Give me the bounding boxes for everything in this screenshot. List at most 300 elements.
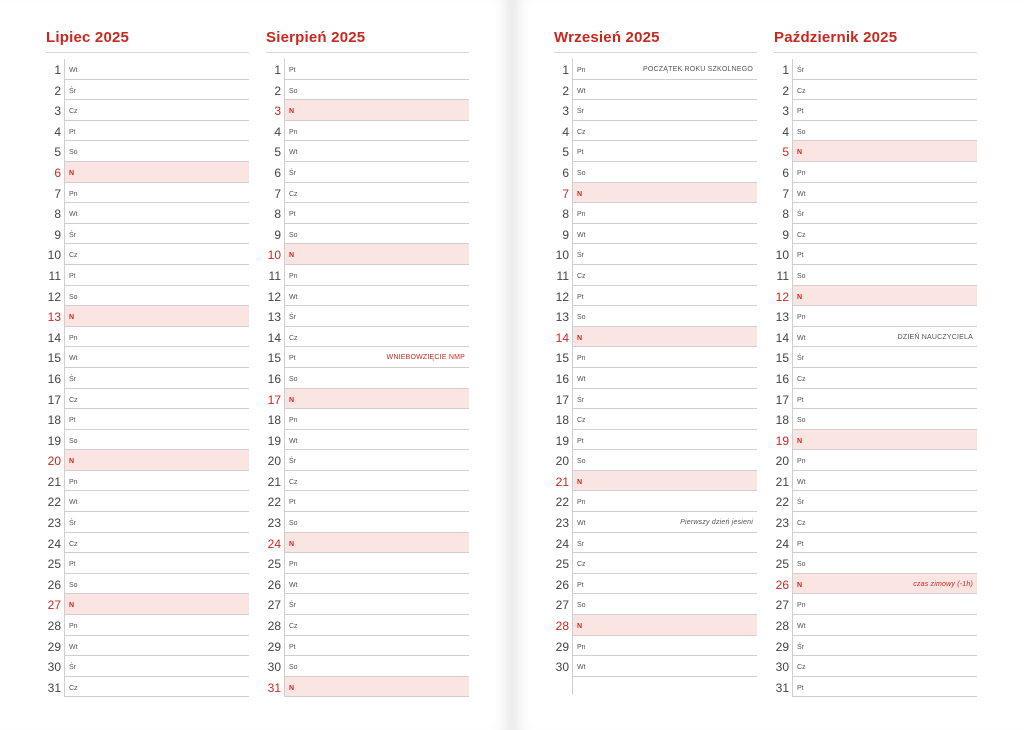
- day-of-week: Cz: [289, 334, 298, 342]
- day-number: 24: [775, 536, 789, 551]
- day-number: 14: [555, 330, 569, 345]
- day-row: [562, 100, 757, 121]
- day-note: DZIEŃ NAUCZYCIELA: [897, 333, 973, 341]
- day-row: [54, 100, 249, 121]
- day-row: [555, 656, 757, 677]
- day-number: 25: [555, 557, 569, 572]
- day-number: 20: [555, 454, 569, 469]
- day-of-week: Wt: [69, 643, 78, 651]
- day-of-week: Śr: [797, 643, 804, 651]
- day-of-week: So: [797, 272, 806, 280]
- day-list: [267, 59, 469, 697]
- day-row: [555, 533, 757, 554]
- day-number: 20: [47, 454, 61, 469]
- day-row: [47, 615, 249, 636]
- day-row: [782, 100, 977, 121]
- day-number: 25: [267, 557, 281, 572]
- day-row: [267, 594, 469, 615]
- day-of-week: N: [289, 252, 295, 260]
- day-row: [274, 141, 469, 162]
- month-title: Lipiec 2025: [46, 28, 249, 53]
- day-of-week: Pn: [577, 211, 586, 219]
- day-row: [54, 141, 249, 162]
- day-of-week: Pn: [69, 623, 78, 631]
- day-row-sunday: [555, 615, 757, 636]
- day-number: 15: [47, 351, 61, 366]
- day-number: 22: [47, 495, 61, 510]
- day-of-week: Pt: [577, 149, 584, 157]
- day-number: 31: [267, 680, 281, 695]
- day-row: [47, 409, 249, 430]
- day-of-week: Śr: [797, 67, 804, 74]
- day-of-week: So: [797, 561, 806, 569]
- day-number: 3: [54, 104, 61, 119]
- day-of-week: Pt: [69, 417, 76, 425]
- day-row-sunday: [555, 327, 757, 348]
- day-of-week: Pt: [69, 561, 76, 569]
- day-number: 24: [267, 536, 281, 551]
- day-number: 7: [562, 186, 569, 201]
- day-of-week: Cz: [69, 108, 78, 116]
- day-number: 3: [562, 104, 569, 119]
- day-of-week: Pn: [289, 417, 298, 425]
- day-row: [274, 183, 469, 204]
- day-of-week: Wt: [69, 67, 78, 74]
- day-row: [47, 389, 249, 410]
- day-number: 17: [267, 392, 281, 407]
- day-number: 3: [274, 104, 281, 119]
- day-of-week: Pn: [797, 169, 806, 177]
- day-row: [267, 368, 469, 389]
- day-row-sunday: [47, 450, 249, 471]
- day-of-week: Wt: [289, 293, 298, 301]
- day-number: 6: [54, 165, 61, 180]
- day-number: 13: [267, 310, 281, 325]
- day-number: 20: [775, 454, 789, 469]
- day-of-week: Wt: [577, 231, 586, 239]
- day-number: 10: [775, 248, 789, 263]
- day-number: 24: [47, 536, 61, 551]
- day-number: 18: [775, 413, 789, 428]
- day-row: [54, 224, 249, 245]
- month-title: Październik 2025: [774, 28, 977, 53]
- day-number: 23: [47, 516, 61, 531]
- day-number: 18: [267, 413, 281, 428]
- day-number: 19: [47, 433, 61, 448]
- month-october: [774, 28, 977, 697]
- day-of-week: Cz: [69, 396, 78, 404]
- day-number: 12: [267, 289, 281, 304]
- day-of-week: Wt: [289, 581, 298, 589]
- day-number: 19: [555, 433, 569, 448]
- day-row-sunday: [782, 141, 977, 162]
- day-of-week: So: [69, 149, 78, 157]
- day-of-week: So: [289, 520, 298, 528]
- day-row: [267, 347, 469, 368]
- day-of-week: Wt: [289, 437, 298, 445]
- day-row: [556, 265, 757, 286]
- day-number: 21: [555, 474, 569, 489]
- day-of-week: So: [797, 128, 806, 136]
- day-number: 4: [54, 124, 61, 139]
- day-of-week: So: [289, 87, 298, 95]
- day-row: [47, 327, 249, 348]
- day-of-week: Cz: [577, 561, 586, 569]
- day-row: [47, 533, 249, 554]
- day-number: 15: [267, 351, 281, 366]
- day-number: 23: [267, 516, 281, 531]
- day-number: 1: [562, 63, 569, 77]
- day-row: [267, 553, 469, 574]
- day-row: [562, 224, 757, 245]
- day-of-week: Śr: [69, 375, 76, 383]
- day-row: [775, 450, 977, 471]
- day-of-week: Cz: [69, 684, 78, 692]
- day-row: [47, 430, 249, 451]
- day-of-week: Śr: [69, 664, 76, 672]
- day-number: 11: [556, 268, 569, 283]
- day-of-week: So: [69, 437, 78, 445]
- day-number: 8: [562, 207, 569, 222]
- day-number: 7: [782, 186, 789, 201]
- day-of-week: Śr: [577, 108, 584, 116]
- day-number: 12: [555, 289, 569, 304]
- day-number: 9: [782, 227, 789, 242]
- day-number: 4: [782, 124, 789, 139]
- day-of-week: Cz: [797, 87, 806, 95]
- day-row: [267, 471, 469, 492]
- day-number: 21: [47, 474, 61, 489]
- day-number: 13: [555, 310, 569, 325]
- day-of-week: Pn: [289, 272, 298, 280]
- month-july: [46, 28, 249, 697]
- day-number: 10: [267, 248, 281, 263]
- day-number: 7: [54, 186, 61, 201]
- day-of-week: Pn: [797, 314, 806, 322]
- day-row: [555, 306, 757, 327]
- day-of-week: Śr: [69, 520, 76, 528]
- day-row: [267, 286, 469, 307]
- day-row: [48, 265, 249, 286]
- day-of-week: Wt: [797, 190, 806, 198]
- day-number: 21: [775, 474, 789, 489]
- day-number: 5: [274, 145, 281, 160]
- day-number: 11: [268, 268, 281, 283]
- day-row-sunday: [562, 183, 757, 204]
- day-number: 8: [274, 207, 281, 222]
- day-of-week: Pt: [289, 643, 296, 651]
- day-row: [267, 574, 469, 595]
- day-number: 1: [274, 63, 281, 77]
- day-of-week: Śr: [797, 211, 804, 219]
- day-row: [268, 265, 469, 286]
- month-title: Sierpień 2025: [266, 28, 469, 53]
- day-of-week: N: [797, 293, 803, 301]
- day-of-week: N: [797, 581, 803, 589]
- day-row: [274, 203, 469, 224]
- day-of-week: Śr: [577, 396, 584, 404]
- day-number: 23: [775, 516, 789, 531]
- day-row: [775, 347, 977, 368]
- day-row: [775, 636, 977, 657]
- day-number: 9: [274, 227, 281, 242]
- day-of-week: Pn: [289, 128, 298, 136]
- day-row-sunday: [54, 162, 249, 183]
- day-row: [47, 677, 249, 698]
- day-row: [555, 553, 757, 574]
- day-of-week: Cz: [577, 417, 586, 425]
- day-of-week: Cz: [797, 520, 806, 528]
- day-of-week: N: [577, 334, 583, 342]
- day-of-week: Śr: [289, 169, 296, 177]
- day-of-week: Pt: [577, 581, 584, 589]
- day-row: [267, 430, 469, 451]
- day-row-sunday: [47, 594, 249, 615]
- day-number: 28: [47, 619, 61, 634]
- day-of-week: N: [69, 602, 75, 610]
- day-of-week: Wt: [797, 623, 806, 631]
- month-title: Wrzesień 2025: [554, 28, 757, 53]
- day-of-week: N: [577, 478, 583, 486]
- day-number: 8: [782, 207, 789, 222]
- day-number: 2: [562, 83, 569, 98]
- day-number: 14: [267, 330, 281, 345]
- day-row: [47, 491, 249, 512]
- day-of-week: Śr: [289, 602, 296, 610]
- day-of-week: Pn: [289, 561, 298, 569]
- day-row-sunday: [775, 286, 977, 307]
- day-of-week: Cz: [289, 623, 298, 631]
- day-row: [54, 203, 249, 224]
- day-number: 27: [47, 598, 61, 613]
- day-number: 29: [775, 639, 789, 654]
- month-september: [554, 28, 757, 695]
- day-number: 29: [47, 639, 61, 654]
- day-of-week: Wt: [577, 520, 586, 528]
- day-of-week: Pt: [289, 211, 296, 219]
- day-number: 13: [775, 310, 789, 325]
- day-number: 18: [555, 413, 569, 428]
- day-list: [775, 59, 977, 697]
- day-of-week: Pn: [577, 355, 586, 363]
- day-row: [47, 244, 249, 265]
- day-row: [782, 121, 977, 142]
- day-of-week: Wt: [69, 211, 78, 219]
- day-of-week: Pt: [797, 540, 804, 548]
- day-row: [782, 162, 977, 183]
- day-of-week: Wt: [577, 375, 586, 383]
- day-of-week: Pt: [797, 396, 804, 404]
- day-row: [776, 265, 977, 286]
- day-of-week: N: [289, 108, 295, 116]
- day-note: czas zimowy (-1h): [913, 580, 973, 588]
- day-note: POCZĄTEK ROKU SZKOLNEGO: [642, 66, 753, 73]
- day-row: [782, 59, 977, 80]
- day-number: 16: [47, 371, 61, 386]
- day-row: [782, 224, 977, 245]
- day-of-week: Pt: [797, 684, 804, 692]
- day-row: [47, 368, 249, 389]
- day-row: [47, 636, 249, 657]
- day-row: [562, 121, 757, 142]
- day-row: [54, 59, 249, 80]
- day-of-week: So: [797, 417, 806, 425]
- day-row: [555, 244, 757, 265]
- day-of-week: Cz: [797, 664, 806, 672]
- day-number: 5: [782, 145, 789, 160]
- day-row: [555, 636, 757, 657]
- day-of-week: Wt: [289, 149, 298, 157]
- day-of-week: So: [289, 375, 298, 383]
- day-row: [775, 389, 977, 410]
- day-of-week: Śr: [289, 314, 296, 322]
- day-row: [775, 656, 977, 677]
- day-row: [562, 203, 757, 224]
- day-of-week: So: [69, 293, 78, 301]
- day-of-week: Pn: [577, 499, 586, 507]
- day-row-sunday: [775, 430, 977, 451]
- day-row: [267, 306, 469, 327]
- day-of-week: N: [69, 169, 75, 177]
- day-row: [775, 677, 977, 698]
- day-of-week: Wt: [69, 355, 78, 363]
- day-of-week: Pn: [69, 334, 78, 342]
- day-number: 23: [555, 516, 569, 531]
- day-list: [555, 59, 757, 695]
- day-row: [47, 471, 249, 492]
- day-row: [555, 368, 757, 389]
- day-number: 26: [267, 577, 281, 592]
- day-of-week: So: [289, 664, 298, 672]
- day-of-week: Wt: [797, 334, 806, 342]
- day-of-week: Pn: [69, 478, 78, 486]
- day-number: 29: [267, 639, 281, 654]
- day-of-week: Pt: [577, 437, 584, 445]
- day-row: [267, 409, 469, 430]
- day-number: 1: [782, 63, 789, 77]
- day-number: 5: [562, 145, 569, 160]
- day-row: [267, 615, 469, 636]
- left-page: [0, 0, 510, 730]
- day-number: 14: [775, 330, 789, 345]
- day-row: [555, 286, 757, 307]
- day-row: [782, 80, 977, 101]
- day-of-week: So: [577, 458, 586, 466]
- day-row: [775, 409, 977, 430]
- day-of-week: Śr: [289, 458, 296, 466]
- day-row: [555, 347, 757, 368]
- day-number: 9: [54, 227, 61, 242]
- day-of-week: Pt: [797, 108, 804, 116]
- day-row: [775, 512, 977, 533]
- day-row: [47, 347, 249, 368]
- day-row: [267, 512, 469, 533]
- day-number: 12: [47, 289, 61, 304]
- day-row: [274, 59, 469, 80]
- day-number: 26: [555, 577, 569, 592]
- day-number: 22: [775, 495, 789, 510]
- day-of-week: N: [289, 396, 295, 404]
- day-number: 29: [555, 639, 569, 654]
- day-of-week: Śr: [797, 355, 804, 363]
- day-of-week: Wt: [577, 664, 586, 672]
- day-number: 25: [775, 557, 789, 572]
- day-number: 16: [775, 371, 789, 386]
- day-row: [562, 59, 757, 80]
- empty-row: [573, 677, 757, 695]
- day-of-week: Pn: [797, 458, 806, 466]
- day-row: [274, 121, 469, 142]
- day-row: [775, 491, 977, 512]
- day-row: [47, 512, 249, 533]
- day-of-week: Pt: [289, 355, 296, 363]
- day-of-week: Pn: [69, 190, 78, 198]
- day-of-week: Pn: [577, 643, 586, 651]
- day-of-week: Pt: [289, 499, 296, 507]
- day-of-week: So: [577, 169, 586, 177]
- day-number: 25: [47, 557, 61, 572]
- day-of-week: Cz: [797, 375, 806, 383]
- day-number: 27: [267, 598, 281, 613]
- day-row: [54, 80, 249, 101]
- day-of-week: Śr: [577, 252, 584, 260]
- day-row: [775, 244, 977, 265]
- day-row-sunday: [267, 389, 469, 410]
- day-row: [775, 368, 977, 389]
- day-number: 14: [47, 330, 61, 345]
- day-row: [555, 389, 757, 410]
- day-number: 2: [54, 83, 61, 98]
- day-number: 9: [562, 227, 569, 242]
- day-row: [775, 553, 977, 574]
- day-number: 20: [267, 454, 281, 469]
- day-number: 28: [267, 619, 281, 634]
- day-row: [782, 203, 977, 224]
- day-row-sunday: [775, 574, 977, 595]
- day-number: 10: [555, 248, 569, 263]
- day-number: 4: [562, 124, 569, 139]
- day-of-week: Pt: [577, 293, 584, 301]
- day-number: 5: [54, 145, 61, 160]
- day-number: 19: [775, 433, 789, 448]
- day-of-week: Cz: [289, 190, 298, 198]
- day-number: 4: [274, 124, 281, 139]
- day-row: [267, 450, 469, 471]
- day-number: 7: [274, 186, 281, 201]
- day-row-sunday: [267, 533, 469, 554]
- day-of-week: Cz: [797, 231, 806, 239]
- day-of-week: Cz: [289, 478, 298, 486]
- day-row: [562, 162, 757, 183]
- day-number: 28: [555, 619, 569, 634]
- day-row: [47, 574, 249, 595]
- day-of-week: Pn: [797, 602, 806, 610]
- day-number: 18: [47, 413, 61, 428]
- day-number: 31: [775, 680, 789, 695]
- right-page: [514, 0, 1024, 730]
- day-row: [562, 141, 757, 162]
- day-number: 16: [267, 371, 281, 386]
- day-of-week: Cz: [577, 272, 586, 280]
- day-number: 2: [274, 83, 281, 98]
- day-of-week: So: [577, 314, 586, 322]
- day-number: 30: [555, 660, 569, 675]
- day-row: [775, 533, 977, 554]
- day-row-sunday: [274, 100, 469, 121]
- day-row-sunday: [267, 244, 469, 265]
- day-number: 17: [775, 392, 789, 407]
- day-note: Pierwszy dzień jesieni: [680, 519, 753, 527]
